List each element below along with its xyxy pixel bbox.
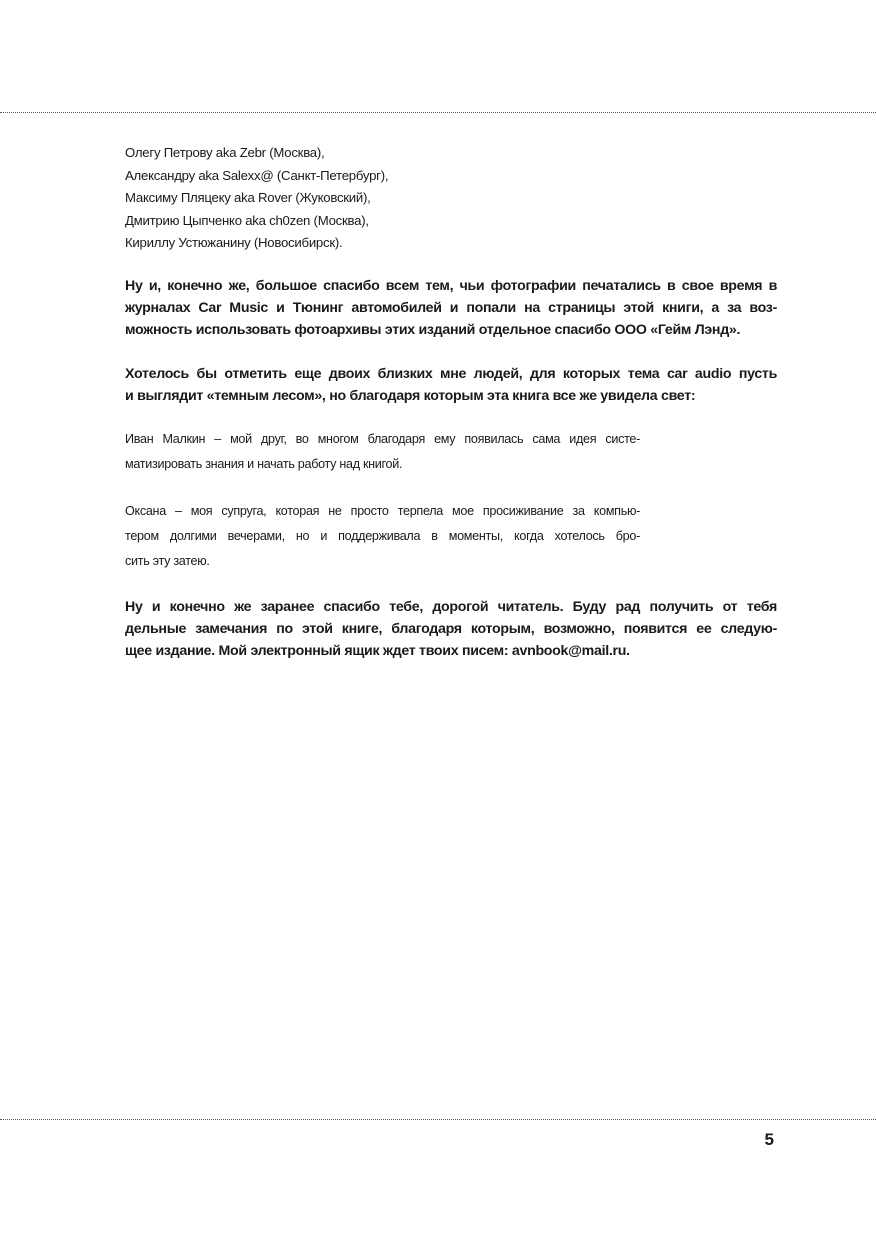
top-dotted-divider [0, 112, 876, 113]
bottom-dotted-divider [0, 1119, 876, 1120]
page-number: 5 [764, 1130, 774, 1149]
thanks-list-item: Кириллу Устюжанину (Новосибирск). [125, 235, 343, 250]
paragraph-line: сить эту затею. [125, 553, 210, 568]
paragraph-line: Ну и конечно же заранее спасибо тебе, дорогой читатель. Буду рад получить от тебя [125, 598, 777, 615]
paragraph-line: дельные замечания по этой книге, благодаря которым, возможно, появится ее следую- [125, 620, 777, 637]
paragraph-line: Иван Малкин – мой друг, во многом благодаря ему появилась сама идея систе- [125, 431, 640, 446]
ivan-paragraph [125, 427, 640, 477]
paragraph-line: тером долгими вечерами, но и поддерживала в моменты, когда хотелось бро- [125, 528, 640, 543]
page-content [125, 142, 777, 662]
thanks-list-item: Дмитрию Цыпченко aka ch0zen (Москва), [125, 212, 369, 228]
thanks-list-item: Александру aka Salexx@ (Санкт-Петербург), [125, 167, 389, 183]
paragraph-line: Оксана – моя супруга, которая не просто терпела мое просиживание за компью- [125, 503, 640, 518]
thanks-list-item: Максиму Пляцеку aka Rover (Жуковский), [125, 190, 371, 205]
thanks-list-item: Олегу Петрову aka Zebr (Москва), [125, 145, 325, 160]
thanks-list [125, 142, 777, 255]
paragraph-line: журналах Car Music и Тюнинг автомобилей и попали на страницы этой книги, а за воз- [125, 299, 777, 316]
paragraph-line: и выглядит «темным лесом», но благодаря которым эта книга все же увидела свет: [125, 387, 696, 404]
paragraph-line: можность использовать фотоархивы этих изданий отдельное спасибо ООО «Гейм Лэнд». [125, 321, 741, 338]
photos-thanks-paragraph [125, 275, 777, 341]
paragraph-line: Хотелось бы отметить еще двоих близких мне людей, для которых тема car audio пусть [125, 365, 777, 382]
paragraph-line: матизировать знания и начать работу над книгой. [125, 456, 403, 471]
paragraph-line: щее издание. Мой электронный ящик ждет твоих писем: avnbook@mail.ru. [125, 642, 630, 659]
oksana-paragraph [125, 499, 640, 574]
close-people-paragraph [125, 363, 777, 407]
reader-thanks-paragraph [125, 596, 777, 662]
paragraph-line: Ну и, конечно же, большое спасибо всем тем, чьи фотографии печатались в свое время в [125, 277, 777, 294]
